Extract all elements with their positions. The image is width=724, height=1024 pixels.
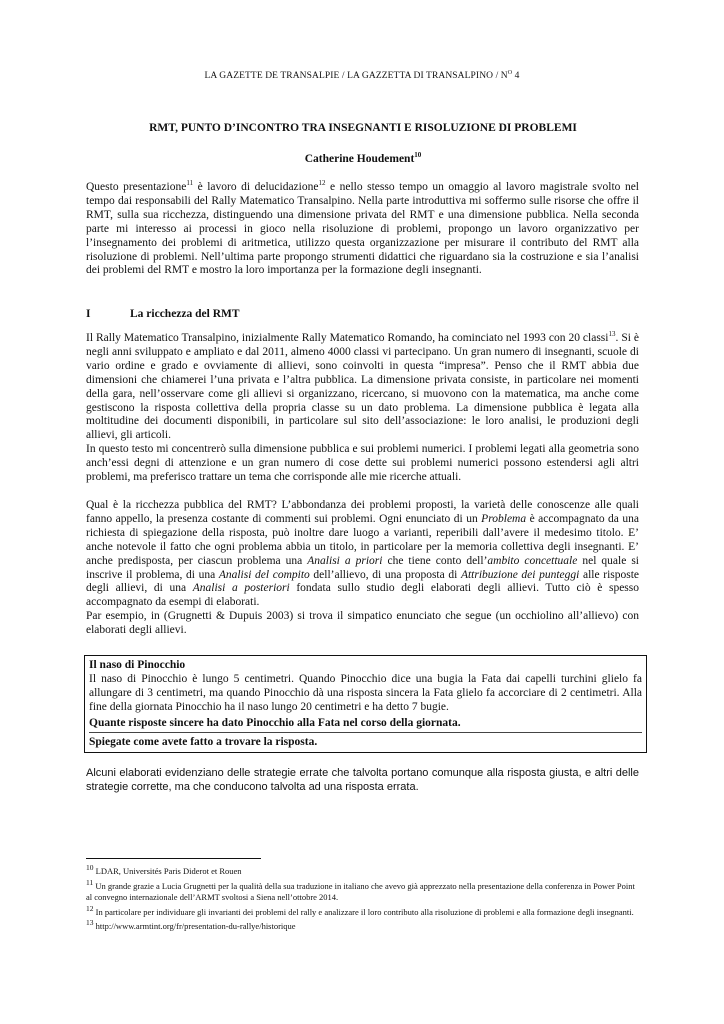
ricchezza-text-b: è accompagnato da una richiesta di spiegazione della risposta, può inoltre dare luogo a varianti, reperibili dall’avere il medesimo titolo. E’ anche notevole il fatto che ogni problema abbia un titolo, in particolare per la memoria collettiva degli insegnanti. E’ anche predisposta, per ciascun problema una [86, 512, 639, 567]
section1-text-a: Il Rally Matematico Transalpino, inizialmente Rally Matematico Romando, ha cominciato nel 1993 con 20 classi [86, 332, 609, 344]
footnote-text: In particolare per individuare gli invarianti dei problemi del rally e analizzare il loro contributo alla risoluzione di problemi e alla formazione degli insegnanti. [93, 906, 634, 917]
problem-box [84, 655, 647, 753]
section1-paragraph-1 [86, 332, 639, 443]
ricchezza-text-e: dell’allievo, di una proposta di [309, 568, 461, 581]
intro-text-2: è lavoro di delucidazione [193, 181, 319, 193]
footnote-11 [86, 877, 639, 903]
footnote-link[interactable]: http://www.armtint.org/fr/presentation-du-rallye/historique [93, 921, 296, 932]
footnote-12 [86, 903, 639, 918]
term-analisi-a-priori: Analisi a priori [307, 554, 383, 567]
term-ambito-concettuale: ambito concettuale [487, 554, 578, 567]
footnote-number: 12 [86, 903, 94, 913]
problem-title: Il naso di Pinocchio [89, 659, 186, 671]
section-number: I [86, 308, 91, 320]
problem-question: Quante risposte sincere ha dato Pinocchio alla Fata nel corso della giornata. [89, 717, 461, 729]
footnote-ref-13: 13 [608, 330, 616, 339]
closing-paragraph: Alcuni elaborati evidenziano delle strategie errate che talvolta portano comunque alla risposta giusta, e altri delle strategie corrette, ma che conducono talvolta ad una risposta errata. [86, 767, 639, 793]
ricchezza-body [86, 499, 639, 638]
author-name: Catherine Houdement [304, 152, 415, 165]
ricchezza-paragraph-1 [86, 499, 639, 610]
section1-body [86, 332, 639, 485]
running-header-sup: O [507, 70, 513, 76]
section-title: La ricchezza del RMT [130, 308, 240, 320]
problem-instruction: Spiegate come avete fatto a trovare la risposta. [89, 732, 642, 749]
intro-text-1: Questo presentazione [86, 181, 187, 193]
footnote-text: Un grande grazie a Lucia Grugnetti per la qualità della sua traduzione in italiano che avevo già apprezzato nella presentazione della conferenza in Power Point al convegno internazionale dell’ARMT svoltosi a Siena nell’ottobre 2014. [86, 880, 635, 902]
intro-text-3: e nello stesso tempo un omaggio al lavoro magistrale svolto nel tempo dai responsabili del Rally Matematico Transalpino. Nella parte introduttiva mi soffermo sulle risorse che offre il RMT, sulla sua ricchezza, distinguendo una dimensione privata del RMT e una dimensione pubblica. Nella seconda parte mi interesso ai processi in gioco nella risoluzione di problemi, propongo un lavoro organizzativo per l’insegnamento dei problemi di aritmetica, utilizzo questa organizzazione per misurare il contributo del RMT alla risoluzione di problemi. Nell’ultima parte propongo strumenti didattici che riguardano sia la costruzione e sia l’analisi dei problemi del RMT e mostro la loro importanza per la formazione degli insegnanti. [86, 181, 639, 277]
footnote-ref-10: 10 [414, 151, 422, 159]
ricchezza-text-c: che tiene conto dell’ [382, 554, 488, 567]
footnote-10 [86, 862, 639, 877]
footnote-number: 10 [86, 863, 94, 872]
author-line [86, 151, 640, 165]
footnote-13 [86, 917, 639, 932]
footnote-ref-11: 11 [186, 179, 194, 188]
ricchezza-text-g: fondata sullo studio degli elaborati degli allievi. Tutto ciò è spesso accompagnato da esempi di elaborati. [86, 582, 640, 609]
issue-number: 4 [512, 71, 520, 82]
footnotes [86, 862, 639, 932]
intro-paragraph [86, 181, 639, 278]
footnote-text: LDAR, Universités Paris Diderot et Rouen [93, 865, 242, 876]
problem-text: Il naso di Pinocchio è lungo 5 centimetri. Quando Pinocchio dice una bugia la Fata dai capelli turchini glielo fa allungare di 3 centimetri, ma quando Pinocchio dà una risposta sincera la Fata glielo fa accorciare di 2 centimetri. Alla fine della giornata Pinocchio ha il naso lungo 20 centimetri e ha detto 7 bugie. [89, 673, 642, 713]
term-problema: Problema [481, 512, 527, 525]
section1-paragraph-2: In questo testo mi concentrerò sulla dimensione pubblica e sui problemi numerici. I problemi legati alla geometria sono anch’essi degni di attenzione e un gran numero di cose dette sui problemi numerici possono estendersi agli altri problemi, ma preferisco trattare un tema che corrisponde alle mie ricerche attuali. [86, 443, 639, 484]
footnote-ref-12: 12 [318, 179, 326, 188]
term-analisi-a-posteriori: Analisi a posteriori [192, 582, 290, 595]
section1-text-b: . Si è negli anni sviluppato e ampliato e dal 2011, almeno 4000 classi vi partecipano. Un gran numero di insegnanti, scuole di vario ordine e grado e ovviamente di allievi, sono coinvolti in questa “impresa”. Penso che il RMT abbia due dimensioni che chiamerei l’una privata e l’altra pubblica. La dimensione privata consiste, in particolare nei momenti della gara, nell’osservare come gli allievi si organizzano, ricercano, si muovono con la matematica, ma anche come gestiscono la risposta collettiva della propria classe su un dato problema. La dimensione pubblica è legata alla moltitudine dei documenti disponibili, in particolare sul sito dell’associazione: le loro analisi, le produzioni degli allievi, gli articoli. [86, 332, 639, 442]
running-header [0, 70, 724, 81]
term-analisi-del-compito: Analisi del compito [218, 568, 310, 581]
section-heading [86, 308, 240, 320]
footnote-number: 13 [86, 918, 94, 928]
ricchezza-text-a: Qual è la ricchezza pubblica del RMT? L’abbondanza dei problemi proposti, la varietà delle conoscenze alle quali fanno appello, la presenza costante di commenti sui problemi. Ogni enunciato di un [86, 499, 639, 525]
ricchezza-text-d: nel quale si inscrive il problema, di una [86, 554, 639, 581]
term-attribuzione-punteggi: Attribuzione dei punteggi [460, 568, 580, 581]
running-header-text: LA GAZETTE DE TRANSALPIE / LA GAZZETTA DI TRANSALPINO / N [204, 71, 508, 82]
footnote-number: 11 [86, 877, 94, 887]
footnote-divider [86, 858, 261, 859]
ricchezza-paragraph-2: Par esempio, in (Grugnetti & Dupuis 2003) si trova il simpatico enunciato che segue (un occhiolino all’allievo) con elaborati degli allievi. [86, 610, 639, 637]
ricchezza-text-f: alle risposte degli allievi, di una [86, 568, 640, 595]
article-title: RMT, PUNTO D’INCONTRO TRA INSEGNANTI E RISOLUZIONE DI PROBLEMI [149, 122, 577, 134]
